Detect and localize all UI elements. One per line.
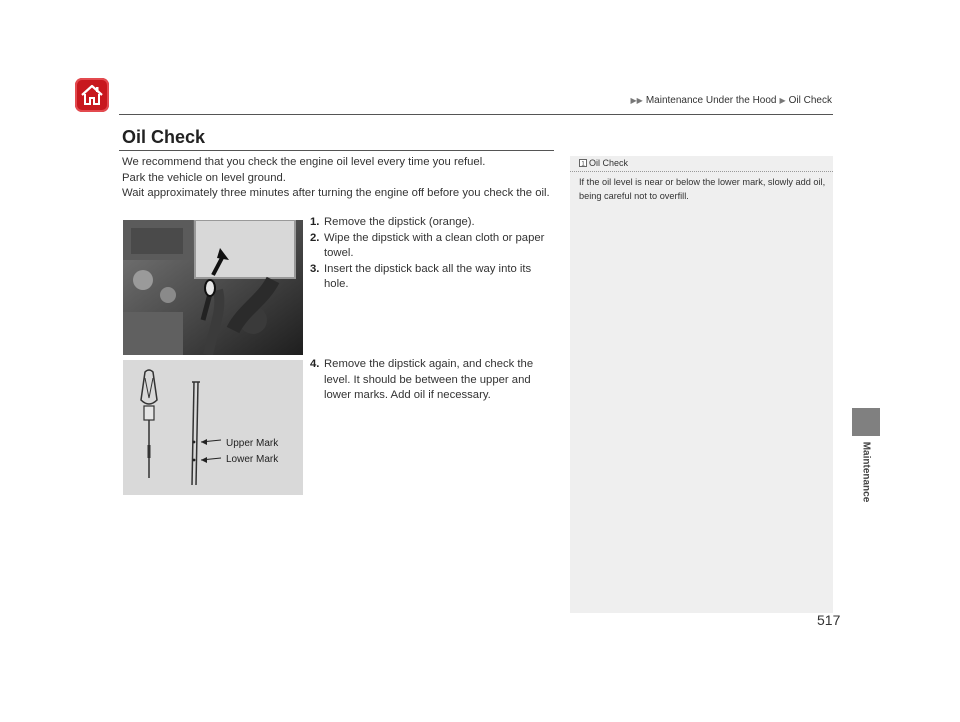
- step-item: [310, 262, 550, 293]
- page-title: Oil Check: [122, 127, 206, 147]
- step-text: Wipe the dipstick with a clean cloth or paper towel.: [324, 231, 545, 259]
- header-divider: [119, 114, 833, 115]
- step-text: Remove the dipstick again, and check the level. It should be between the upper and lower marks. Add oil if necessary.: [324, 358, 534, 401]
- engine-photo: [123, 220, 303, 355]
- step-number: 1.: [310, 216, 320, 228]
- upper-mark-label: Upper Mark: [226, 438, 279, 449]
- breadcrumb: [631, 95, 832, 106]
- step-number: 3.: [310, 262, 320, 275]
- note-title-text: Oil Check: [589, 158, 629, 168]
- intro-line: Park the vehicle on level ground.: [122, 171, 286, 184]
- note-title: [579, 158, 628, 168]
- breadcrumb-section-link[interactable]: Maintenance Under the Hood: [645, 95, 777, 106]
- svg-text:1: 1: [581, 161, 585, 167]
- section-tab-label: Maintenance: [860, 441, 872, 503]
- note-text: If the oil level is near or below the lower mark, slowly add oil, being careful not to overfill.: [579, 177, 826, 201]
- side-note-panel: [570, 156, 833, 613]
- steps-list-2: [310, 357, 550, 404]
- step-text: Insert the dipstick back all the way into its hole.: [324, 262, 532, 290]
- intro-line: We recommend that you check the engine oil level every time you refuel.: [122, 156, 486, 168]
- intro-text: [122, 155, 556, 202]
- note-ref-icon: [579, 159, 587, 167]
- steps-list-1: [310, 215, 550, 293]
- lower-mark-label: Lower Mark: [226, 454, 279, 465]
- home-icon: [79, 82, 105, 108]
- step-item: [310, 215, 550, 231]
- breadcrumb-arrow-icon: ▶▶: [630, 96, 643, 105]
- step-text: Remove the dipstick (orange).: [324, 216, 475, 228]
- step-item: [310, 231, 550, 262]
- breadcrumb-page-link[interactable]: Oil Check: [788, 95, 832, 106]
- step-item: [310, 357, 550, 404]
- intro-line: Wait approximately three minutes after turning the engine off before you check the oil.: [122, 187, 550, 199]
- section-tab[interactable]: [852, 408, 880, 436]
- breadcrumb-arrow-icon: ▶: [779, 96, 786, 105]
- title-divider: [119, 150, 554, 151]
- page-number: 517: [817, 612, 841, 628]
- step-number: 2.: [310, 231, 320, 244]
- note-divider: [570, 171, 833, 172]
- dipstick-diagram: [123, 360, 303, 495]
- step-number: 4.: [310, 358, 320, 370]
- dipstick-icon: [123, 360, 303, 495]
- home-button[interactable]: [75, 78, 109, 112]
